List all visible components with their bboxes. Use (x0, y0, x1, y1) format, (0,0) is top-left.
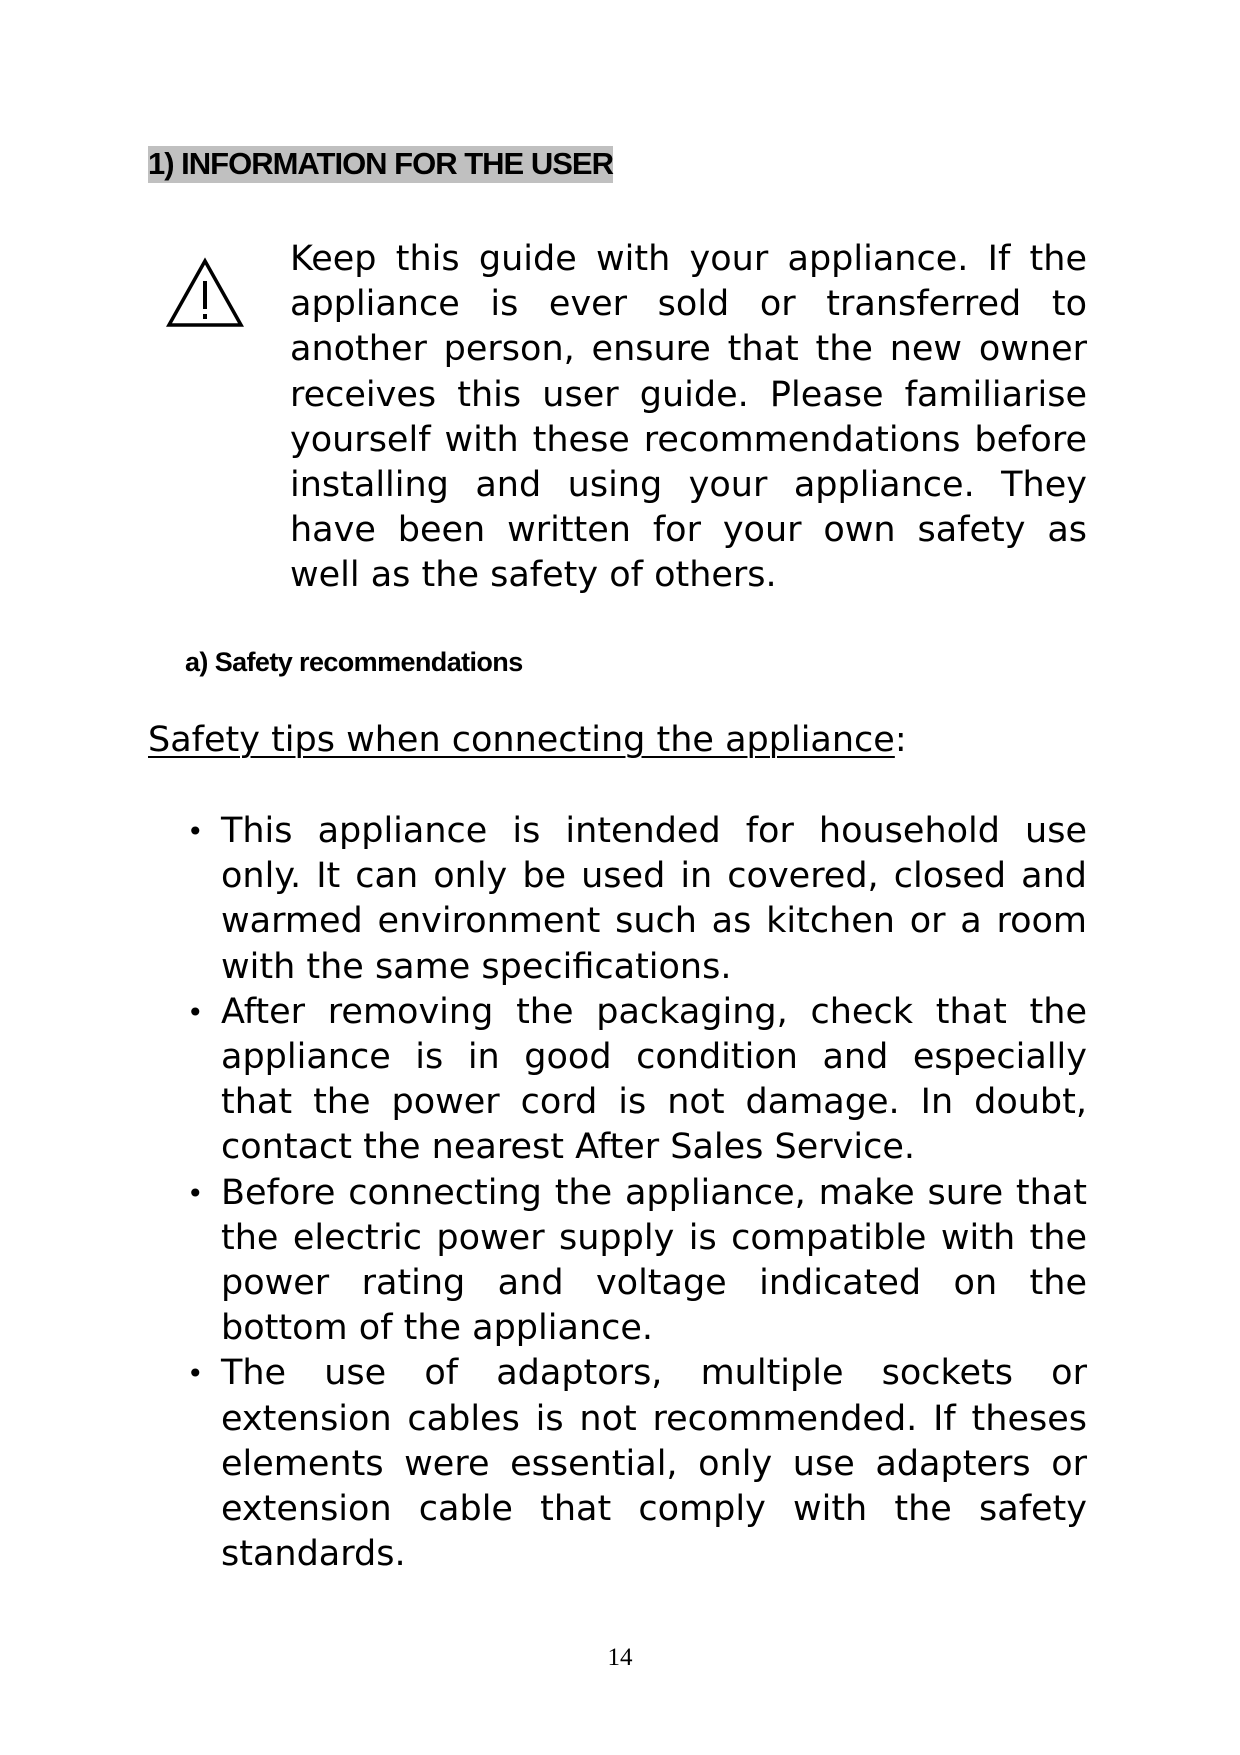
list-item-text: Before connecting the appliance, make sure that the electric power supply is compatible with the power rating and voltage indicated on the bottom of the appliance. (221, 1172, 1087, 1349)
intro-paragraph: Keep this guide with your appliance. If the appliance is ever sold or transferred to another person, ensure that the new owner receives this user guide. Please familiarise yourself with these recommendations before installing and using your appliance. They have been written for your own safety as well as the safety of others. (290, 239, 1087, 596)
list-item-text: The use of adaptors, multiple sockets or extension cables is not recommended. If theses elements were essential, only use adapters or extension cable that comply with the safety standards. (221, 1353, 1087, 1575)
list-item-text: This appliance is intended for household use only. It can only be used in covered, closed and warmed environment such as kitchen or a room with the same specifications. (221, 811, 1087, 987)
list-item (187, 1171, 1087, 1352)
tips-list (187, 809, 1087, 1577)
bullet-icon: • (187, 815, 204, 848)
list-item (187, 1351, 1087, 1577)
tips-title (148, 718, 907, 763)
bullet-icon: • (187, 1176, 204, 1210)
tips-title-colon: : (894, 720, 907, 760)
bullet-icon: • (187, 1357, 204, 1391)
list-item-text: After removing the packaging, check that the appliance is in good condition and especially that the power cord is not damage. In doubt, contact the nearest After Sales Service. (221, 991, 1087, 1168)
list-item (187, 809, 1087, 990)
subsection-heading: a) Safety recommendations (185, 647, 523, 677)
section-heading: 1) INFORMATION FOR THE USER (148, 146, 613, 181)
warning-triangle-icon (166, 257, 244, 329)
tips-title-text: Safety tips when connecting the appliance (148, 720, 895, 760)
list-item (187, 990, 1087, 1171)
page-number: 14 (607, 1644, 633, 1671)
bullet-icon: • (187, 995, 204, 1029)
